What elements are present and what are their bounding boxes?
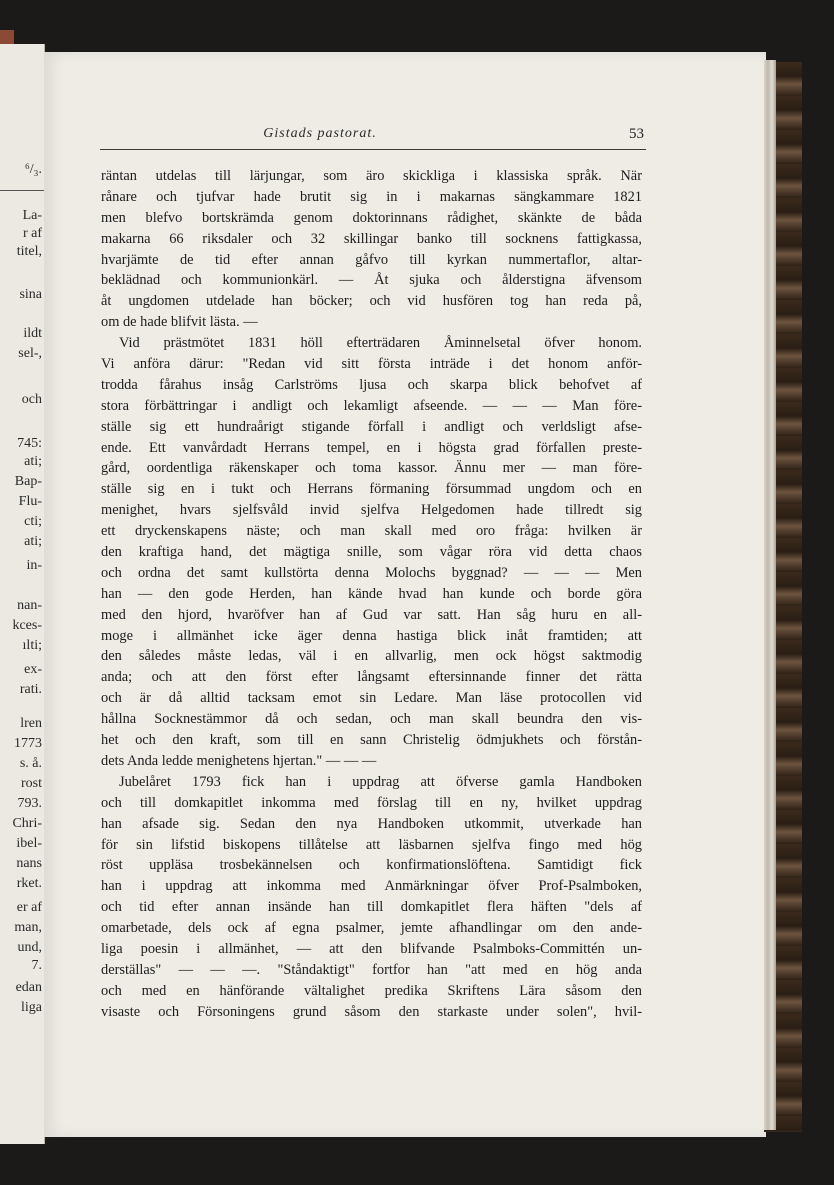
text-line: moge i allmänhet icke äger denna hastiga blick inåt framtiden; att <box>101 627 642 644</box>
text-line: ställe sig ett hundraårigt stigande förfall i andligt och verldsligt afse- <box>101 418 642 435</box>
page-header <box>100 126 646 146</box>
text-line: han — den gode Herden, han kände hvad han kunde och borde göra <box>101 585 642 602</box>
previous-page-edge <box>0 44 45 1144</box>
text-line: och är då alltid tacksam emot sin Ledare. Man läse protocollen vid <box>101 690 642 707</box>
previous-page-fragment: s. å. <box>19 756 42 771</box>
previous-page-fragment: 7. <box>31 958 42 973</box>
text-line: han afsade sig. Sedan den nya Handboken utkommit, utverkade han <box>101 815 642 832</box>
text-line: ställe sig en i tukt och Herrans förmaning försummad ungdom och en <box>101 481 642 498</box>
previous-page-fragment: ati; <box>24 534 42 549</box>
text-line: derställas" — — —. "Ståndaktigt" fortfor han "att med en hög anda <box>101 961 642 978</box>
previous-page-fragment: rost <box>21 776 42 791</box>
page-stack-edge <box>764 60 776 1130</box>
text-line: ett dryckenskapens näste; och man skall med oro fråga: hvilken är <box>101 523 642 540</box>
previous-page-rule <box>0 190 44 191</box>
previous-page-fragment: cti; <box>24 514 42 529</box>
header-rule <box>100 149 646 150</box>
binding-corner <box>0 30 14 44</box>
text-line: den kraftiga hand, det mägtiga snille, som vågar röra vid detta chaos <box>101 544 642 561</box>
text-line: han i uppdrag att inkomma med Anmärkningar öfver Prof-Psalmboken, <box>101 878 642 895</box>
text-line: menighet, hvars sjelfsvåld invid sjelfva Helgedomen hade tillredt sig <box>101 502 642 519</box>
text-line: visaste och Försoningens grund såsom den starkaste under solen", hvil- <box>101 1003 642 1020</box>
text-line: om de hade blifvit lästa. — <box>101 314 258 331</box>
previous-page-fragment: Chri- <box>12 816 42 831</box>
text-line: för sin lifstid biskopens tillåtelse att läsbarnen sjelfva fingo med hög <box>101 836 642 853</box>
previous-page-fragment: och <box>21 392 42 407</box>
previous-page-fragment: 793. <box>17 796 42 811</box>
previous-page-fragment: 745: <box>17 436 42 451</box>
body-text <box>101 166 642 1023</box>
text-line: röst uppläsa trosbekännelsen och konfirmationslöftena. Samtidigt fick <box>101 857 642 874</box>
previous-page-fragment: ibel- <box>16 836 42 851</box>
text-line: hållna Socknestämmor då och sedan, och man skall beundra den vis- <box>101 711 642 728</box>
text-line: Vi anföra därur: "Redan vid sitt första inträde i det honom anför- <box>101 356 642 373</box>
text-line: stora förbättringar i andligt och lekamligt afseende. — — — Man före- <box>101 397 642 414</box>
previous-page-fragment: kces- <box>12 618 42 633</box>
previous-page-fragment: Bap- <box>14 474 42 489</box>
text-line: den således måste ledas, väl i en allvarlig, men ock högst saktmodig <box>101 648 642 665</box>
text-line: gård, oordentliga räkenskaper och toma kassor. Ännu mer — man före- <box>101 460 642 477</box>
text-line: dets Anda ledde menighetens hjertan." — — — <box>101 752 377 769</box>
text-line: och med en hänförande vältalighet predika Skriftens Lära såsom den <box>101 982 642 999</box>
previous-page-fragment: man, <box>14 920 42 935</box>
text-line: Vid prästmötet 1831 höll efterträdaren Åminnelsetal öfver honom. <box>119 335 642 352</box>
previous-page-fragment: und, <box>17 940 42 955</box>
previous-page-fragment: edan <box>15 980 42 995</box>
text-line: trodda fårahus insåg Carlströms ljusa och skarpa blick behofvet af <box>101 376 642 393</box>
text-line: omarbetade, dels ock af egna psalmer, jemte afhandlingar om den ande- <box>101 920 642 937</box>
previous-page-fragment: nan- <box>17 598 42 613</box>
previous-page-fragment: ati; <box>24 454 42 469</box>
previous-page-fragment: La- <box>22 208 42 223</box>
previous-page-fragment: sina <box>19 287 42 302</box>
previous-page-fragment: sel-, <box>18 346 42 361</box>
text-line: rånare och tjufvar hade brutit sig in i makarnas sängkammare 1821 <box>101 188 642 205</box>
previous-page-fragment: liga <box>21 1000 42 1015</box>
text-line: anda; och att den först efter långsamt eftersinnande finner det rätta <box>101 669 642 686</box>
text-line: åt ungdomen utdelade han böcker; och vid husfören tog han reda på, <box>101 293 642 310</box>
previous-page-fragment: Flu- <box>18 494 42 509</box>
text-line: räntan utdelas till lärjungar, som äro skickliga i klassiska språk. När <box>101 168 642 184</box>
text-line: och till domkapitlet inkomma med förslag till en ny, hvilket uppdrag <box>101 794 642 811</box>
previous-page-fragment: r af <box>22 226 42 241</box>
page-number: 53 <box>629 126 644 142</box>
text-line: Jubelåret 1793 fick han i uppdrag att öfverse gamla Handboken <box>119 773 642 790</box>
text-line: makarna 66 riksdaler och 32 skillingar banko till socknens fattigkassa, <box>101 230 642 247</box>
text-line: beklädnad och kommunionkärl. — Åt sjuka och ålderstigna äfvensom <box>101 272 642 289</box>
previous-page-fragment: in- <box>26 558 42 573</box>
previous-page-fragment: ildt <box>23 326 42 341</box>
previous-page-fragment: 1773 <box>14 736 42 751</box>
previous-page-fragment: ex- <box>24 662 42 677</box>
text-line: ende. Ett vanvårdadt Herrans tempel, en i högsta grad förfallen preste- <box>101 439 642 456</box>
text-line: och tid efter annan insände han till domkapitlet flera häften "dels af <box>101 899 642 916</box>
previous-page-fragment: ılti; <box>22 638 42 653</box>
previous-page-fragment: rati. <box>19 682 42 697</box>
previous-page-fragment: lren <box>20 716 42 731</box>
text-line: hvarjämte de tid efter annan gåfvo till kyrkan nummertaflor, altar- <box>101 251 642 268</box>
previous-page-fragment: nans <box>16 856 42 871</box>
running-title: Gistads pastorat. <box>263 126 377 141</box>
text-line: men blefvo bortskrämda genom doktorinnans rådighet, skänkte de båda <box>101 209 642 226</box>
previous-page-fragment: er af <box>16 900 42 915</box>
previous-page-fragment: rket. <box>16 876 42 891</box>
text-line: med den hjord, hvaröfver han af Gud var satt. Han såg huru en all- <box>101 606 642 623</box>
text-line: liga poesin i allmänhet, — att den blifvande Psalmboks-Committén un- <box>101 940 642 957</box>
previous-page-fragment: ⁶/₃. <box>24 162 42 177</box>
text-line: het och den kraft, som till en sann Christelig ödmjukhets och förstån- <box>101 732 642 749</box>
previous-page-fragment: titel, <box>16 244 42 259</box>
text-line: och ordna det samt kullstörta denna Molochs byggnad? — — — Men <box>101 564 642 581</box>
